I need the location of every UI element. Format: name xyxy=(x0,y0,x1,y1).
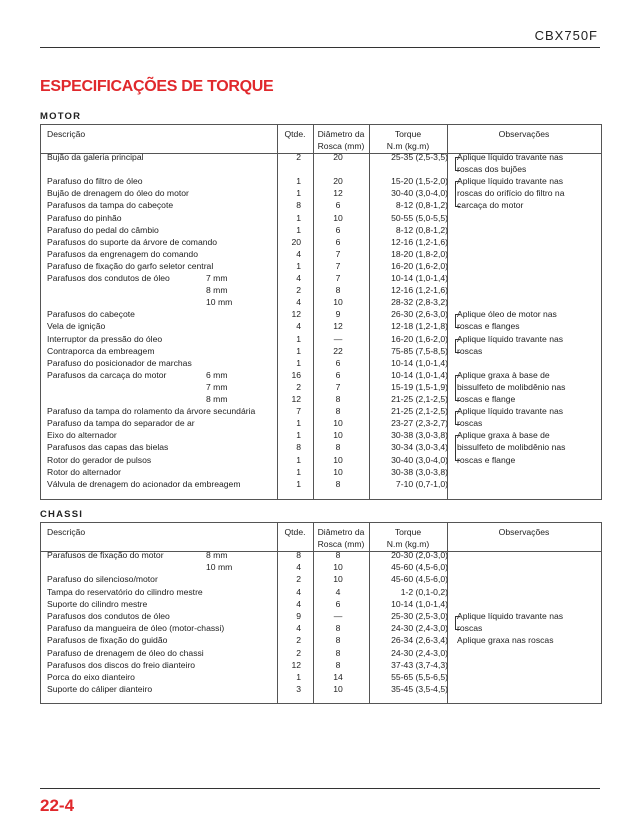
col-header-qty: Qtde. xyxy=(284,129,306,139)
row-description: Interruptor da pressão do óleo xyxy=(47,333,163,344)
row-torque: 10-14 (1,0-1,4) xyxy=(391,357,448,368)
section-motor-label: MOTOR xyxy=(40,111,82,122)
row-torque: 10-14 (1,0-1,4) xyxy=(391,273,448,283)
col-header-diameter-line1: Diâmetro da xyxy=(317,527,365,537)
row-torque: 10-14 (1,0-1,4) xyxy=(391,598,448,609)
row-qty: 1 xyxy=(296,176,301,187)
table-row xyxy=(41,296,601,308)
row-qty: 1 xyxy=(296,478,301,489)
row-torque: 12-16 (1,2-1,6) xyxy=(391,285,448,296)
row-qty: 4 xyxy=(296,321,301,332)
table-row xyxy=(41,561,601,573)
row-diameter: 6 xyxy=(335,236,341,247)
row-diameter: 10 xyxy=(333,466,343,477)
row-torque: 50-55 (5,0-5,5) xyxy=(391,212,448,223)
note-text: roscas xyxy=(457,623,483,634)
row-diameter: 8 xyxy=(335,647,341,658)
row-description: Suporte do cilindro mestre xyxy=(47,598,148,609)
row-torque: 21-25 (2,1-2,5) xyxy=(391,406,448,417)
row-torque: 30-40 (3,0-4,0) xyxy=(391,454,448,465)
row-torque: 23-27 (2,3-2,7) xyxy=(391,418,448,429)
row-description: Porca do eixo dianteiro xyxy=(47,672,135,682)
row-size: 8 mm xyxy=(206,394,228,404)
col-header-notes: Observações xyxy=(498,527,550,537)
bottom-rule xyxy=(40,788,600,789)
row-diameter: 22 xyxy=(333,345,343,356)
row-qty: 2 xyxy=(296,635,301,646)
row-qty: 4 xyxy=(296,586,301,597)
note-text: roscas e flange xyxy=(457,454,516,465)
table-row xyxy=(41,284,601,296)
row-qty: 2 xyxy=(296,647,301,658)
row-diameter: 6 xyxy=(335,369,341,380)
row-torque: 1-2 (0,1-0,2) xyxy=(400,586,448,597)
row-torque: 30-40 (3,0-4,0) xyxy=(391,188,448,199)
row-description: Parafusos de fixação do motor xyxy=(47,550,164,560)
table-header xyxy=(41,125,601,154)
row-diameter: 10 xyxy=(333,562,343,573)
row-qty: 1 xyxy=(296,454,301,465)
row-diameter: 8 xyxy=(335,406,341,417)
row-torque: 25-35 (2,5-3,5) xyxy=(391,152,448,162)
table-row xyxy=(41,478,601,490)
note-line xyxy=(447,175,597,187)
row-diameter: 8 xyxy=(335,442,341,453)
row-diameter: 8 xyxy=(335,285,341,296)
row-description: Parafuso do silencioso/motor xyxy=(47,574,158,585)
row-torque: 12-18 (1,2-1,8) xyxy=(391,321,448,332)
table-row xyxy=(41,212,601,224)
row-diameter: 10 xyxy=(333,454,343,465)
row-qty: 1 xyxy=(296,224,301,235)
row-description: Parafusos dos condutos de óleo xyxy=(47,611,170,621)
row-description: Rotor do gerador de pulsos xyxy=(47,454,152,465)
row-diameter: 6 xyxy=(335,200,341,211)
row-description: Parafusos do suporte da árvore de comando xyxy=(47,236,218,247)
row-torque: 18-20 (1,8-2,0) xyxy=(391,248,448,259)
row-description: Vela de ignição xyxy=(47,321,106,332)
note-line xyxy=(447,417,597,429)
row-description: Parafuso da mangueira de óleo (motor-chassi) xyxy=(47,623,225,634)
row-diameter: 6 xyxy=(335,598,341,609)
row-qty: 2 xyxy=(296,381,301,392)
row-qty: 2 xyxy=(296,574,301,585)
row-diameter: 14 xyxy=(333,672,343,682)
row-diameter: — xyxy=(333,333,343,344)
row-torque: 55-65 (5,5-6,5) xyxy=(391,672,448,682)
note-line xyxy=(447,199,597,211)
page-title: ESPECIFICAÇÕES DE TORQUE xyxy=(40,78,274,95)
note-line xyxy=(447,405,597,417)
table-row xyxy=(41,586,601,598)
col-header-torque-line2: N.m (kg.m) xyxy=(386,141,430,151)
row-torque: 30-34 (3,0-3,4) xyxy=(391,442,448,453)
row-diameter: 20 xyxy=(333,152,343,162)
table-row xyxy=(41,272,601,284)
row-torque: 30-38 (3,0-3,8) xyxy=(391,466,448,477)
row-diameter: 8 xyxy=(335,394,341,404)
note-line xyxy=(447,634,597,646)
row-qty: 8 xyxy=(296,200,301,211)
chassi-torque-table xyxy=(40,522,602,704)
note-bracket xyxy=(455,411,460,425)
row-size: 6 mm xyxy=(206,369,228,380)
row-qty: 8 xyxy=(296,442,301,453)
row-diameter: 12 xyxy=(333,188,343,199)
row-torque: 12-16 (1,2-1,6) xyxy=(391,236,448,247)
col-header-diameter xyxy=(313,128,369,152)
row-description: Suporte do cáliper dianteiro xyxy=(47,684,153,695)
table-row xyxy=(41,683,601,695)
row-diameter: 7 xyxy=(335,260,341,271)
row-qty: 1 xyxy=(296,345,301,356)
row-description: Parafuso de fixação do garfo seletor central xyxy=(47,260,214,271)
row-description: Parafuso do pinhão xyxy=(47,212,122,223)
note-text: carcaça do motor xyxy=(457,200,524,211)
row-diameter: 7 xyxy=(335,248,341,259)
section-chassi-label: CHASSI xyxy=(40,509,84,520)
table-row xyxy=(41,549,601,561)
row-diameter: 6 xyxy=(335,224,341,235)
row-diameter: 7 xyxy=(335,273,341,283)
note-text: roscas xyxy=(457,345,483,356)
row-qty: 16 xyxy=(291,369,301,380)
row-description: Contraporca da embreagem xyxy=(47,345,155,356)
row-diameter: 10 xyxy=(333,212,343,223)
row-torque: 26-30 (2,6-3,0) xyxy=(391,309,448,320)
row-qty: 4 xyxy=(296,598,301,609)
row-description: Parafuso de drenagem de óleo do chassi xyxy=(47,647,204,658)
row-description: Parafuso da tampa do rolamento da árvore secundária xyxy=(47,406,256,417)
row-description: Parafuso do pedal do câmbio xyxy=(47,224,159,235)
row-description: Eixo do alternador xyxy=(47,430,117,441)
col-header-torque-line1: Torque xyxy=(394,129,422,139)
row-diameter: 10 xyxy=(333,297,343,308)
note-text: Aplique graxa nas roscas xyxy=(457,635,554,646)
col-header-torque xyxy=(369,128,447,152)
row-diameter: 8 xyxy=(335,550,341,560)
note-text: bissulfeto de molibdênio nas xyxy=(457,381,566,392)
row-qty: 1 xyxy=(296,188,301,199)
row-diameter: 20 xyxy=(333,176,343,187)
row-torque: 75-85 (7,5-8,5) xyxy=(391,345,448,356)
row-torque: 8-12 (0,8-1,2) xyxy=(395,200,448,211)
row-torque: 30-38 (3,0-3,8) xyxy=(391,430,448,441)
row-description: Parafusos de fixação do guidão xyxy=(47,635,168,646)
note-line xyxy=(447,369,597,381)
row-torque: 26-34 (2,6-3,4) xyxy=(391,635,448,646)
row-diameter: — xyxy=(333,611,343,621)
col-header-diameter-line2: Rosca (mm) xyxy=(317,141,365,151)
table-row xyxy=(41,224,601,236)
note-line xyxy=(447,151,597,163)
row-qty: 3 xyxy=(296,684,301,695)
note-text: Aplique líquido travante nas xyxy=(457,152,564,162)
table-header xyxy=(41,523,601,552)
note-text: Aplique óleo de motor nas xyxy=(457,309,557,320)
note-line xyxy=(447,187,597,199)
row-qty: 4 xyxy=(296,297,301,308)
table-row xyxy=(41,647,601,659)
table-row xyxy=(41,236,601,248)
row-diameter: 7 xyxy=(335,381,341,392)
row-torque: 37-43 (3,7-4,3) xyxy=(391,659,448,670)
row-qty: 1 xyxy=(296,672,301,682)
row-qty: 1 xyxy=(296,212,301,223)
row-torque: 21-25 (2,1-2,5) xyxy=(391,394,448,404)
row-description: Bujão de drenagem do óleo do motor xyxy=(47,188,189,199)
row-description: Rotor do alternador xyxy=(47,466,122,477)
model-header: CBX750F xyxy=(534,28,598,43)
row-torque: 15-19 (1,5-1,9) xyxy=(391,381,448,392)
row-torque: 7-10 (0,7-1,0) xyxy=(395,478,448,489)
row-description: Parafusos dos discos do freio dianteiro xyxy=(47,659,196,670)
row-qty: 1 xyxy=(296,466,301,477)
note-text: roscas xyxy=(457,418,483,429)
col-header-diameter-line2: Rosca (mm) xyxy=(317,539,365,549)
page-number: 22-4 xyxy=(40,796,75,815)
row-qty: 1 xyxy=(296,260,301,271)
row-size: 7 mm xyxy=(206,273,228,283)
col-header-description: Descrição xyxy=(47,527,86,537)
table-row xyxy=(41,357,601,369)
row-qty: 20 xyxy=(291,236,301,247)
row-description: Bujão da galeria principal xyxy=(47,152,144,162)
top-rule xyxy=(40,47,600,48)
col-header-torque-line1: Torque xyxy=(394,527,422,537)
row-description: Parafusos do cabeçote xyxy=(47,309,135,320)
row-diameter: 10 xyxy=(333,430,343,441)
row-qty: 1 xyxy=(296,357,301,368)
row-qty: 4 xyxy=(296,273,301,283)
row-diameter: 4 xyxy=(335,586,341,597)
row-qty: 4 xyxy=(296,623,301,634)
note-line xyxy=(447,610,597,622)
row-diameter: 10 xyxy=(333,684,343,695)
row-description: Parafusos dos condutos de óleo xyxy=(47,273,170,283)
note-bracket xyxy=(455,157,460,171)
note-line xyxy=(447,333,597,345)
table-row xyxy=(41,573,601,585)
note-bracket xyxy=(455,339,460,353)
note-line xyxy=(447,429,597,441)
row-description: Parafusos da tampa do cabeçote xyxy=(47,200,174,211)
note-bracket xyxy=(455,435,460,461)
row-size: 10 mm xyxy=(206,297,233,308)
row-qty: 4 xyxy=(296,562,301,573)
note-text: Aplique líquido travante nas xyxy=(457,333,564,344)
table-row xyxy=(41,659,601,671)
row-diameter: 6 xyxy=(335,357,341,368)
row-torque: 8-12 (0,8-1,2) xyxy=(395,224,448,235)
col-header-qty: Qtde. xyxy=(284,527,306,537)
row-diameter: 8 xyxy=(335,659,341,670)
row-torque: 16-20 (1,6-2,0) xyxy=(391,260,448,271)
row-qty: 9 xyxy=(296,611,301,621)
row-torque: 24-30 (2,4-3,0) xyxy=(391,623,448,634)
row-size: 10 mm xyxy=(206,562,233,573)
motor-torque-table xyxy=(40,124,602,500)
row-torque: 10-14 (1,0-1,4) xyxy=(391,369,448,380)
note-line xyxy=(447,308,597,320)
row-torque: 45-60 (4,5-6,0) xyxy=(391,574,448,585)
row-description: Parafusos da engrenagem do comando xyxy=(47,248,198,259)
row-qty: 1 xyxy=(296,418,301,429)
col-header-notes: Observações xyxy=(498,129,550,139)
table-row xyxy=(41,671,601,683)
col-header-diameter xyxy=(313,526,369,550)
row-diameter: 8 xyxy=(335,623,341,634)
row-description: Tampa do reservatório do cilindro mestre xyxy=(47,586,203,597)
row-diameter: 12 xyxy=(333,321,343,332)
table-row xyxy=(41,598,601,610)
row-qty: 12 xyxy=(291,659,301,670)
row-torque: 24-30 (2,4-3,0) xyxy=(391,647,448,658)
note-text: roscas e flange xyxy=(457,394,516,404)
note-line xyxy=(447,381,597,393)
note-bracket xyxy=(455,375,460,401)
note-text: Aplique graxa à base de xyxy=(457,430,550,441)
row-torque: 45-60 (4,5-6,0) xyxy=(391,562,448,573)
note-line xyxy=(447,454,597,466)
row-diameter: 9 xyxy=(335,309,341,320)
col-header-torque xyxy=(369,526,447,550)
row-qty: 2 xyxy=(296,152,301,162)
note-text: bissulfeto de molibdênio nas xyxy=(457,442,566,453)
row-diameter: 10 xyxy=(333,574,343,585)
row-torque: 28-32 (2,8-3,2) xyxy=(391,297,448,308)
note-line xyxy=(447,163,597,175)
row-size: 7 mm xyxy=(206,381,228,392)
row-description: Válvula de drenagem do acionador da embreagem xyxy=(47,478,241,489)
col-header-torque-line2: N.m (kg.m) xyxy=(386,539,430,549)
row-diameter: 10 xyxy=(333,418,343,429)
row-size: 8 mm xyxy=(206,550,228,560)
note-text: Aplique líquido travante nas xyxy=(457,406,564,417)
row-diameter: 8 xyxy=(335,478,341,489)
note-text: Aplique líquido travante nas xyxy=(457,176,564,187)
note-text: roscas dos bujões xyxy=(457,164,527,175)
note-line xyxy=(447,622,597,634)
note-line xyxy=(447,393,597,405)
row-description: Parafusos da carcaça do motor xyxy=(47,369,167,380)
note-text: Aplique graxa à base de xyxy=(457,369,550,380)
row-qty: 8 xyxy=(296,550,301,560)
note-text: roscas e flanges xyxy=(457,321,520,332)
note-bracket xyxy=(455,181,460,207)
row-qty: 7 xyxy=(296,406,301,417)
row-torque: 20-30 (2,0-3,0) xyxy=(391,550,448,560)
row-torque: 15-20 (1,5-2,0) xyxy=(391,176,448,187)
row-description: Parafusos das capas das bielas xyxy=(47,442,169,453)
row-torque: 25-30 (2,5-3,0) xyxy=(391,611,448,621)
table-row xyxy=(41,466,601,478)
table-row xyxy=(41,248,601,260)
note-line xyxy=(447,320,597,332)
row-diameter: 8 xyxy=(335,635,341,646)
row-qty: 4 xyxy=(296,248,301,259)
row-qty: 12 xyxy=(291,309,301,320)
note-bracket xyxy=(455,616,460,630)
col-header-diameter-line1: Diâmetro da xyxy=(317,129,365,139)
row-qty: 1 xyxy=(296,333,301,344)
note-line xyxy=(447,441,597,453)
row-qty: 2 xyxy=(296,285,301,296)
note-text: roscas do orifício do filtro na xyxy=(457,188,565,199)
row-description: Parafuso da tampa do separador de ar xyxy=(47,418,195,429)
table-row xyxy=(41,260,601,272)
row-torque: 35-45 (3,5-4,5) xyxy=(391,684,448,695)
note-line xyxy=(447,345,597,357)
row-torque: 16-20 (1,6-2,0) xyxy=(391,333,448,344)
row-description: Parafuso do filtro de óleo xyxy=(47,176,143,187)
row-qty: 1 xyxy=(296,430,301,441)
row-size: 8 mm xyxy=(206,285,228,296)
row-qty: 12 xyxy=(291,394,301,404)
col-header-description: Descrição xyxy=(47,129,86,139)
note-text: Aplique líquido travante nas xyxy=(457,611,564,621)
note-bracket xyxy=(455,314,460,328)
row-description: Parafuso do posicionador de marchas xyxy=(47,357,192,368)
